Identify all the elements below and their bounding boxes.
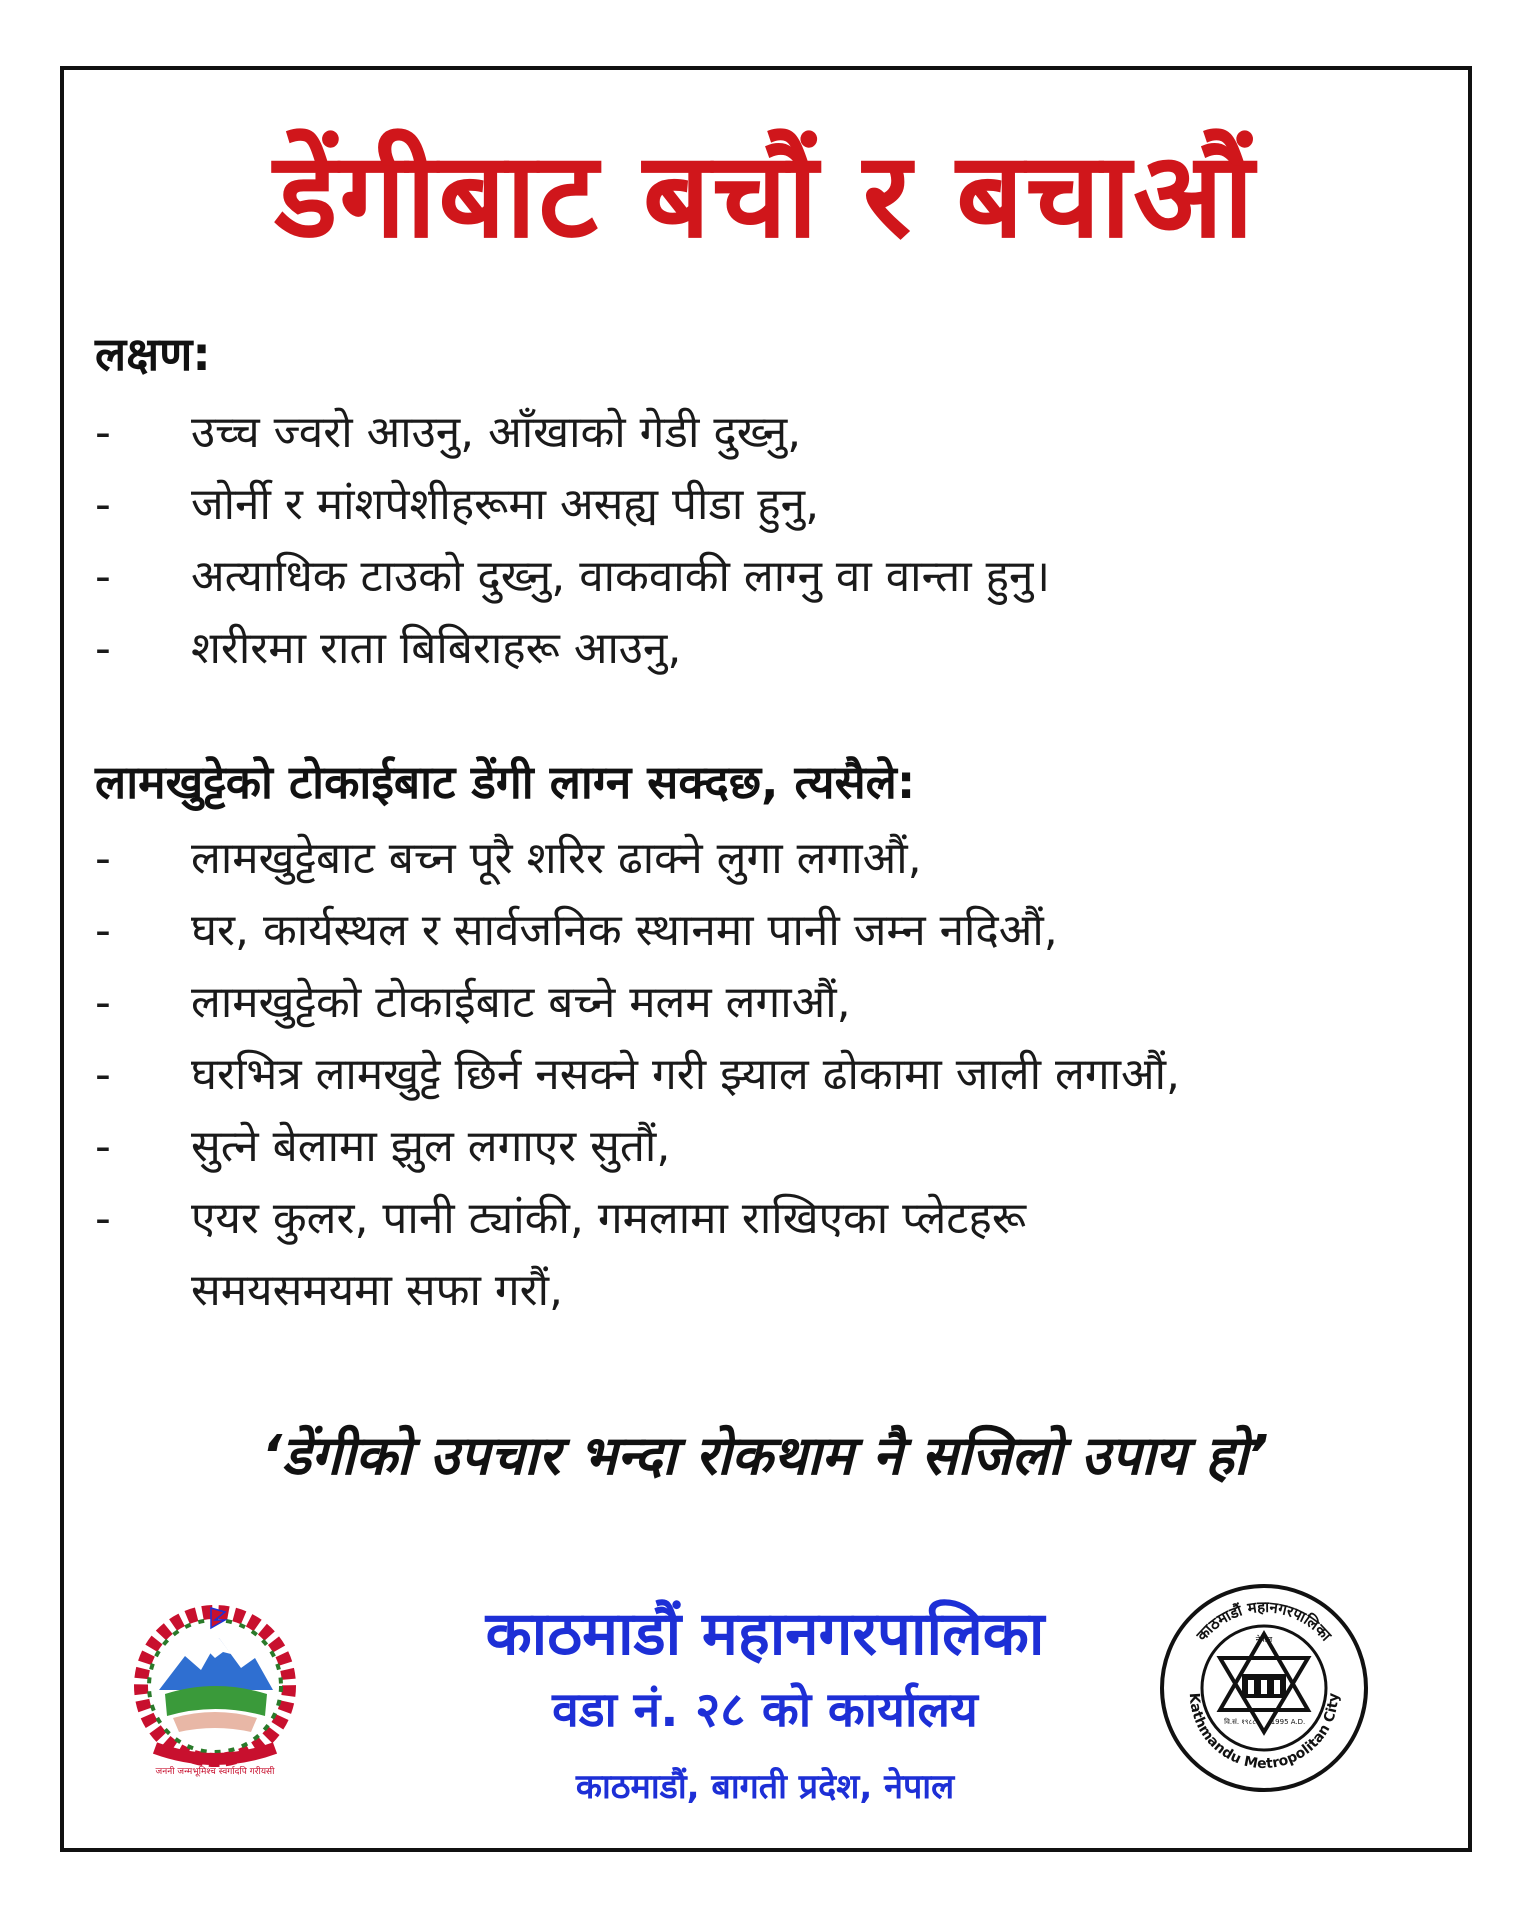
office-ward: वडा नं. २८ को कार्यालय [552,1682,978,1738]
prevention-text: लामखुट्टेबाट बच्न पूरै शरिर ढाक्ने लुगा लगाऔं, [191,833,922,884]
seal-english-text: Kathmandu Metropolitan City [1185,1692,1343,1773]
symptom-text: अत्याधिक टाउको दुख्नु, वाकवाकी लाग्नु वा वान्ता हुनु। [191,551,1051,602]
list-dash: - [95,623,111,674]
list-dash: - [95,1121,111,1172]
prevention-heading: लामखुट्टेको टोकाईबाट डेंगी लाग्न सक्दछ, त्यसैले: [95,755,916,809]
list-dash: - [95,977,111,1028]
list-dash: - [95,1193,111,1244]
symptom-text: उच्च ज्वरो आउनु, आँखाको गेडी दुख्नु, [191,407,802,458]
list-dash: - [95,905,111,956]
list-dash: - [95,551,111,602]
symptom-item [95,400,801,460]
prevention-text: सुत्ने बेलामा झुल लगाएर सुतौं, [191,1121,671,1172]
prevention-text: घरभित्र लामखुट्टे छिर्न नसक्ने गरी झ्याल ढोकामा जाली लगाऔं, [191,1049,1180,1100]
poster-title: डेंगीबाट बचौं र बचाऔं [274,126,1256,264]
symptom-text: शरीरमा राता बिबिराहरू आउनु, [191,623,682,674]
list-dash: - [95,407,111,458]
seal-year-ad: 1995 A.D. [1270,1718,1306,1726]
symptom-text: जोर्नी र मांशपेशीहरूमा असह्य पीडा हुनु, [191,479,820,530]
seal-year-bs: वि.सं. १९८८ [1224,1718,1256,1726]
prevention-item [95,970,851,1030]
prevention-item [95,1042,1180,1102]
prevention-item [95,826,922,886]
emblem-motto: जननी जन्मभूमिश्च स्वर्गादपि गरीयसी [155,1767,275,1777]
prevention-item-continuation: समयसमयमा सफा गरौं, [191,1265,564,1316]
symptom-item [95,544,1050,604]
list-dash: - [95,479,111,530]
kathmandu-metropolitan-seal-icon [1158,1582,1370,1794]
prevention-item [95,1186,1026,1246]
list-dash: - [95,833,111,884]
slogan-quote: ‘डेंगीको उपचार भन्दा रोकथाम नै सजिलो उपाय हो’ [261,1424,1269,1487]
prevention-text: एयर कुलर, पानी ट्यांकी, गमलामा राखिएका प्लेटहरू [191,1193,1027,1244]
symptom-item [95,616,681,676]
seal-small-text: नेपाल [1255,1635,1273,1644]
prevention-text: लामखुट्टेको टोकाईबाट बच्ने मलम लगाऔं, [191,977,851,1028]
office-name: काठमाडौं महानगरपालिका [485,1599,1045,1669]
symptom-item [95,472,819,532]
symptoms-heading: लक्षण: [95,327,211,381]
prevention-text: घर, कार्यस्थल र सार्वजनिक स्थानमा पानी जम्न नदिऔं, [191,905,1058,956]
prevention-item [95,1114,670,1174]
seal-nepali-text: काठमाडौं महानगरपालिका [1192,1597,1336,1645]
prevention-item [95,898,1058,958]
office-address: काठमाडौं, बागती प्रदेश, नेपाल [575,1767,955,1807]
list-dash: - [95,1049,111,1100]
